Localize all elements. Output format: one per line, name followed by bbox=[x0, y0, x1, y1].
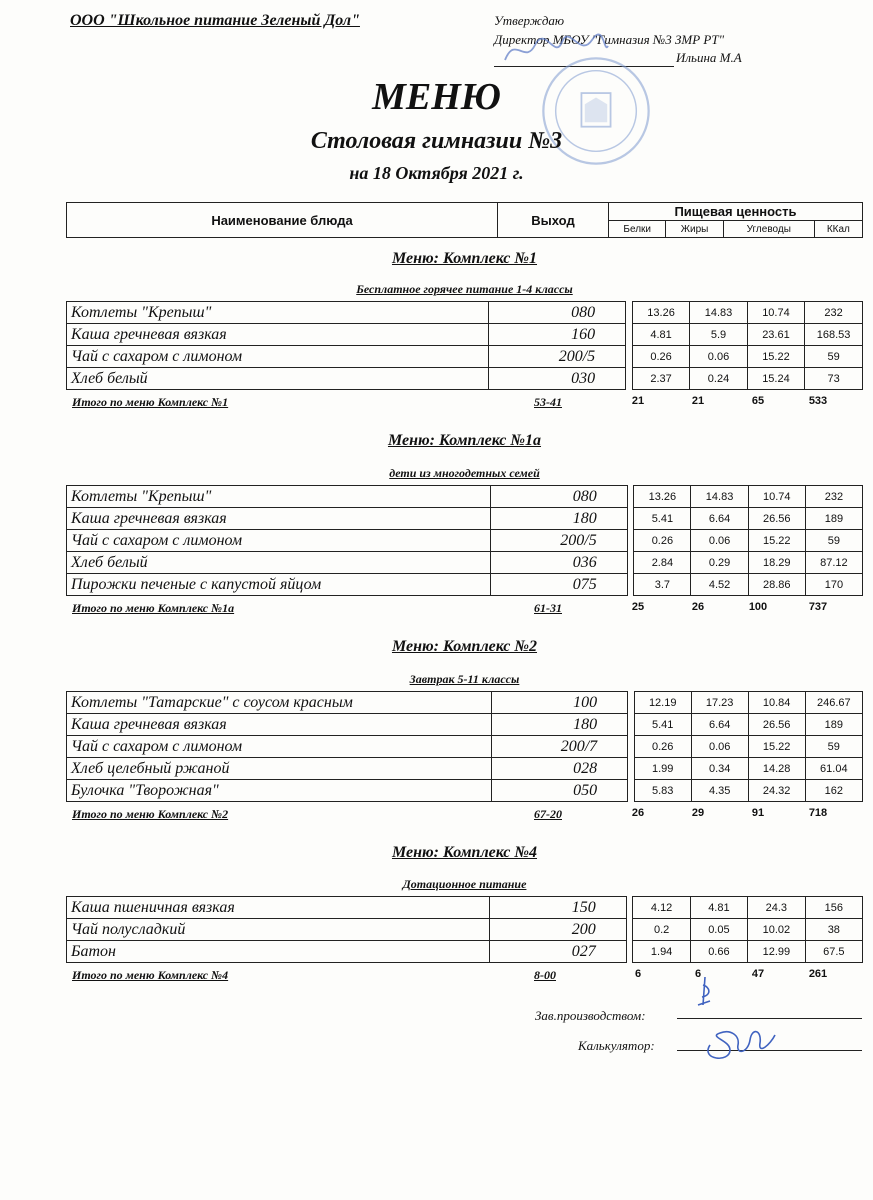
dish-carbs: 15.22 bbox=[748, 530, 805, 552]
table-row bbox=[67, 324, 863, 346]
total-output: 53-41 bbox=[534, 395, 562, 409]
total-proteins: 6 bbox=[634, 968, 642, 980]
table-row bbox=[67, 941, 863, 963]
section-title: Меню: Комплекс №2 bbox=[391, 638, 538, 655]
dish-carbs: 26.56 bbox=[748, 714, 805, 736]
total-kcal: 533 bbox=[808, 395, 828, 407]
total-fats: 6 bbox=[694, 968, 702, 980]
cell-gap bbox=[626, 302, 633, 324]
dish-output: 080 bbox=[488, 302, 625, 324]
dish-fats: 14.83 bbox=[690, 302, 747, 324]
dish-name: Каша пшеничная вязкая bbox=[67, 897, 490, 919]
dish-kcal: 232 bbox=[805, 302, 863, 324]
cell-gap bbox=[627, 574, 634, 596]
dish-output: 200/5 bbox=[488, 346, 625, 368]
dish-fats: 17.23 bbox=[691, 692, 748, 714]
cell-gap bbox=[627, 508, 634, 530]
dish-carbs: 28.86 bbox=[748, 574, 805, 596]
dish-carbs: 23.61 bbox=[747, 324, 804, 346]
dish-carbs: 24.3 bbox=[748, 897, 806, 919]
dish-kcal: 232 bbox=[805, 486, 862, 508]
dish-output: 050 bbox=[492, 780, 628, 802]
total-output: 8-00 bbox=[534, 968, 556, 982]
dish-kcal: 162 bbox=[805, 780, 862, 802]
total-kcal: 737 bbox=[808, 601, 828, 613]
dish-carbs: 10.74 bbox=[748, 486, 805, 508]
dish-carbs: 10.02 bbox=[748, 919, 806, 941]
dish-carbs: 26.56 bbox=[748, 508, 805, 530]
table-row bbox=[67, 758, 863, 780]
header-dish-name: Наименование блюда bbox=[67, 203, 498, 238]
dish-proteins: 4.12 bbox=[633, 897, 690, 919]
menu-table bbox=[66, 485, 863, 596]
director-title: Директор МБОУ "Гимназия №3 ЗМР РТ" bbox=[494, 32, 725, 47]
cell-gap bbox=[628, 780, 635, 802]
dish-proteins: 1.99 bbox=[634, 758, 691, 780]
dish-kcal: 189 bbox=[805, 508, 862, 530]
dish-name: Котлеты "Татарские" с соусом красным bbox=[67, 692, 492, 714]
calculator-label: Калькулятор: bbox=[578, 1038, 655, 1053]
dish-output: 028 bbox=[492, 758, 628, 780]
total-kcal: 718 bbox=[808, 807, 828, 819]
cell-gap bbox=[626, 897, 633, 919]
dish-fats: 5.9 bbox=[690, 324, 747, 346]
dish-proteins: 5.83 bbox=[634, 780, 691, 802]
dish-name: Пирожки печеные с капустой яйцом bbox=[67, 574, 491, 596]
cell-gap bbox=[627, 552, 634, 574]
cell-gap bbox=[628, 758, 635, 780]
dish-kcal: 87.12 bbox=[805, 552, 862, 574]
header-carbs: Углеводы bbox=[723, 221, 814, 238]
table-row bbox=[67, 508, 863, 530]
dish-proteins: 4.81 bbox=[632, 324, 689, 346]
cell-gap bbox=[626, 346, 633, 368]
dish-carbs: 15.22 bbox=[747, 346, 804, 368]
dish-proteins: 12.19 bbox=[634, 692, 691, 714]
dish-carbs: 24.32 bbox=[748, 780, 805, 802]
cell-gap bbox=[627, 486, 634, 508]
dish-output: 036 bbox=[491, 552, 628, 574]
dish-carbs: 10.84 bbox=[748, 692, 805, 714]
section-subtitle: дети из многодетных семей bbox=[389, 466, 540, 480]
total-kcal: 261 bbox=[808, 968, 828, 980]
dish-kcal: 73 bbox=[805, 368, 863, 390]
dish-fats: 6.64 bbox=[691, 508, 748, 530]
dish-fats: 14.83 bbox=[691, 486, 748, 508]
dish-proteins: 13.26 bbox=[632, 302, 689, 324]
dish-kcal: 246.67 bbox=[805, 692, 862, 714]
section-title: Меню: Комплекс №1а bbox=[387, 432, 542, 449]
cell-gap bbox=[626, 324, 633, 346]
production-label: Зав.производством: bbox=[535, 1008, 646, 1023]
cell-gap bbox=[628, 736, 635, 758]
dish-name: Каша гречневая вязкая bbox=[67, 324, 489, 346]
table-row bbox=[67, 368, 863, 390]
total-carbs: 100 bbox=[748, 601, 768, 613]
menu-table bbox=[66, 301, 863, 390]
dish-name: Хлеб белый bbox=[67, 552, 491, 574]
dish-kcal: 156 bbox=[805, 897, 862, 919]
table-row bbox=[67, 714, 863, 736]
dish-name: Котлеты "Крепыш" bbox=[67, 486, 491, 508]
menu-table bbox=[66, 896, 863, 963]
dish-kcal: 59 bbox=[805, 736, 862, 758]
menu-title: МЕНЮ bbox=[372, 76, 501, 118]
total-carbs: 65 bbox=[751, 395, 765, 407]
dish-carbs: 18.29 bbox=[748, 552, 805, 574]
dish-output: 100 bbox=[492, 692, 628, 714]
section-title: Меню: Комплекс №4 bbox=[391, 844, 538, 861]
dish-output: 180 bbox=[492, 714, 628, 736]
calculator-signature-icon bbox=[700, 1015, 780, 1065]
total-label: Итого по меню Комплекс №2 bbox=[72, 807, 229, 821]
total-proteins: 26 bbox=[631, 807, 645, 819]
dish-proteins: 0.26 bbox=[634, 736, 691, 758]
dish-name: Хлеб белый bbox=[67, 368, 489, 390]
table-row bbox=[67, 530, 863, 552]
table-row bbox=[67, 897, 863, 919]
cell-gap bbox=[628, 692, 635, 714]
table-row bbox=[67, 919, 863, 941]
dish-kcal: 59 bbox=[805, 346, 863, 368]
dish-kcal: 168.53 bbox=[805, 324, 863, 346]
dish-name: Чай с сахаром с лимоном bbox=[67, 346, 489, 368]
total-label: Итого по меню Комплекс №4 bbox=[72, 968, 229, 982]
dish-fats: 0.34 bbox=[691, 758, 748, 780]
dish-proteins: 0.26 bbox=[634, 530, 691, 552]
dish-output: 200 bbox=[489, 919, 626, 941]
dish-proteins: 2.37 bbox=[632, 368, 689, 390]
total-fats: 21 bbox=[691, 395, 705, 407]
table-row bbox=[67, 780, 863, 802]
dish-output: 080 bbox=[491, 486, 628, 508]
dish-kcal: 67.5 bbox=[805, 941, 862, 963]
organization-name: ООО "Школьное питание Зеленый Дол" bbox=[70, 12, 360, 29]
header-fats: Жиры bbox=[666, 221, 723, 238]
dish-name: Каша гречневая вязкая bbox=[67, 508, 491, 530]
cell-gap bbox=[626, 941, 633, 963]
dish-output: 200/7 bbox=[492, 736, 628, 758]
dish-name: Каша гречневая вязкая bbox=[67, 714, 492, 736]
header-output: Выход bbox=[498, 203, 609, 238]
dish-kcal: 170 bbox=[805, 574, 862, 596]
cell-gap bbox=[626, 919, 633, 941]
dish-proteins: 5.41 bbox=[634, 508, 691, 530]
dish-fats: 0.06 bbox=[691, 530, 748, 552]
dish-proteins: 13.26 bbox=[634, 486, 691, 508]
dish-kcal: 189 bbox=[805, 714, 862, 736]
dish-fats: 6.64 bbox=[691, 714, 748, 736]
dish-output: 027 bbox=[489, 941, 626, 963]
dish-proteins: 0.26 bbox=[632, 346, 689, 368]
dish-output: 160 bbox=[488, 324, 625, 346]
total-fats: 26 bbox=[691, 601, 705, 613]
dish-name: Батон bbox=[67, 941, 490, 963]
header-nutrition: Пищевая ценность bbox=[609, 203, 863, 221]
total-carbs: 91 bbox=[751, 807, 765, 819]
dish-name: Булочка "Творожная" bbox=[67, 780, 492, 802]
menu-table bbox=[66, 691, 863, 802]
dish-carbs: 15.22 bbox=[748, 736, 805, 758]
total-proteins: 21 bbox=[631, 395, 645, 407]
table-row bbox=[67, 346, 863, 368]
dish-proteins: 1.94 bbox=[633, 941, 690, 963]
table-row bbox=[67, 736, 863, 758]
dish-proteins: 5.41 bbox=[634, 714, 691, 736]
total-output: 67-20 bbox=[534, 807, 562, 821]
header-proteins: Белки bbox=[609, 221, 666, 238]
dish-kcal: 59 bbox=[805, 530, 862, 552]
table-row bbox=[67, 574, 863, 596]
dish-output: 075 bbox=[491, 574, 628, 596]
dish-name: Чай полусладкий bbox=[67, 919, 490, 941]
dish-fats: 0.05 bbox=[690, 919, 747, 941]
director-name: Ильина М.А bbox=[676, 50, 742, 65]
dish-carbs: 10.74 bbox=[747, 302, 804, 324]
total-carbs: 47 bbox=[751, 968, 765, 980]
dish-output: 200/5 bbox=[491, 530, 628, 552]
approve-label: Утверждаю bbox=[494, 13, 565, 28]
section-subtitle: Бесплатное горячее питание 1-4 классы bbox=[356, 282, 573, 296]
dish-fats: 0.29 bbox=[691, 552, 748, 574]
dish-fats: 0.06 bbox=[690, 346, 747, 368]
dish-proteins: 2.84 bbox=[634, 552, 691, 574]
dish-name: Чай с сахаром с лимоном bbox=[67, 530, 491, 552]
section-subtitle: Дотационное питание bbox=[402, 877, 527, 891]
production-signature-icon bbox=[690, 975, 720, 1020]
dish-name: Котлеты "Крепыш" bbox=[67, 302, 489, 324]
total-output: 61-31 bbox=[534, 601, 562, 615]
dish-carbs: 15.24 bbox=[747, 368, 804, 390]
dish-carbs: 14.28 bbox=[748, 758, 805, 780]
cell-gap bbox=[628, 714, 635, 736]
dish-fats: 0.66 bbox=[690, 941, 747, 963]
table-row bbox=[67, 692, 863, 714]
dish-output: 180 bbox=[491, 508, 628, 530]
table-row bbox=[67, 486, 863, 508]
total-proteins: 25 bbox=[631, 601, 645, 613]
header-kcal: ККал bbox=[814, 221, 862, 238]
dish-name: Чай с сахаром с лимоном bbox=[67, 736, 492, 758]
dish-fats: 4.35 bbox=[691, 780, 748, 802]
section-subtitle: Завтрак 5-11 классы bbox=[409, 672, 520, 686]
table-row bbox=[67, 552, 863, 574]
dish-proteins: 3.7 bbox=[634, 574, 691, 596]
dish-fats: 0.24 bbox=[690, 368, 747, 390]
dish-output: 030 bbox=[488, 368, 625, 390]
dish-fats: 0.06 bbox=[691, 736, 748, 758]
dish-fats: 4.52 bbox=[691, 574, 748, 596]
dish-name: Хлеб целебный ржаной bbox=[67, 758, 492, 780]
dish-output: 150 bbox=[489, 897, 626, 919]
dish-fats: 4.81 bbox=[690, 897, 747, 919]
canteen-title: Столовая гимназии №3 bbox=[310, 128, 563, 154]
section-title: Меню: Комплекс №1 bbox=[391, 250, 538, 267]
total-fats: 29 bbox=[691, 807, 705, 819]
director-signature-icon bbox=[500, 30, 610, 72]
dish-carbs: 12.99 bbox=[748, 941, 806, 963]
total-label: Итого по меню Комплекс №1а bbox=[72, 601, 235, 615]
dish-kcal: 61.04 bbox=[805, 758, 862, 780]
table-header bbox=[66, 202, 863, 238]
dish-kcal: 38 bbox=[805, 919, 862, 941]
cell-gap bbox=[626, 368, 633, 390]
cell-gap bbox=[627, 530, 634, 552]
dish-proteins: 0.2 bbox=[633, 919, 690, 941]
menu-date: на 18 Октября 2021 г. bbox=[349, 163, 524, 183]
total-label: Итого по меню Комплекс №1 bbox=[72, 395, 229, 409]
table-row bbox=[67, 302, 863, 324]
